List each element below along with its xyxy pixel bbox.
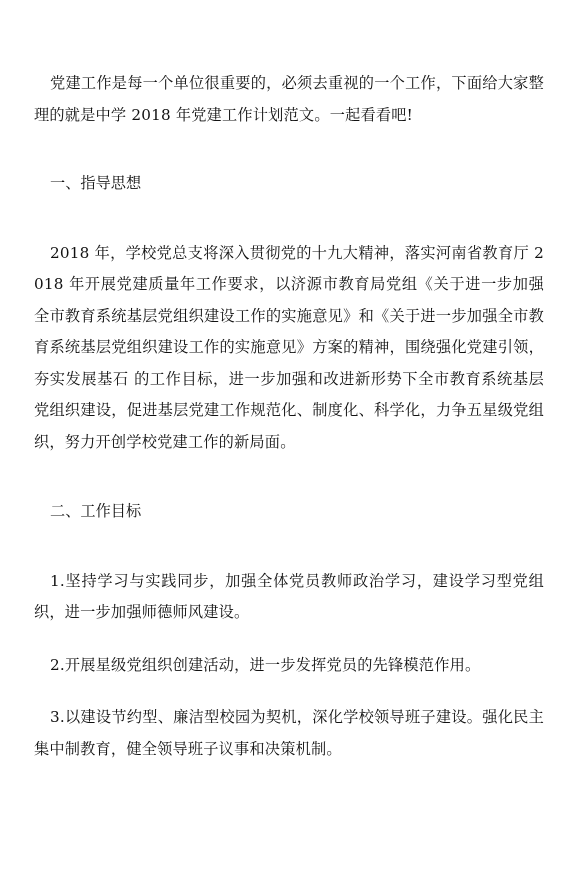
- document-page: [0, 68, 578, 886]
- guiding-ideology-paragraph: 2018 年，学校党总支将深入贯彻党的十九大精神，落实河南省教育厅 2018 年开展党建质量年工作要求，以济源市教育局党组《关于进一步加强全市教育系统基层党组织建设工作的实施意见》和《关于进一步加强全市教育系统基层党组织建设工作的实施意见》方案的精神，围绕强化党建引领，夯实发展基石 的工作目标，进一步加强和改进新形势下全市教育系统基层党组织建设，促进基层党建工作规范化、制度化、科学化，力争五星级党组织，努力开创学校党建工作的新局面。: [34, 243, 544, 451]
- work-goal-item-1: 1.坚持学习与实践同步，加强全体党员教师政治学习，建设学习型党组织，进一步加强师德师风建设。: [34, 571, 544, 621]
- section-heading-guiding-ideology: 一、指导思想: [50, 174, 142, 192]
- intro-paragraph: 党建工作是每一个单位很重要的，必须去重视的一个工作，下面给大家整理的就是中学 2018 年党建工作计划范文。一起看看吧!: [34, 74, 544, 124]
- work-goal-item-2: 2.开展星级党组织创建活动，进一步发挥党员的先锋模范作用。: [50, 655, 481, 674]
- work-goal-item-3: 3.以建设节约型、廉洁型校园为契机，深化学校领导班子建设。强化民主集中制教育，健全领导班子议事和决策机制。: [34, 708, 544, 758]
- section-heading-work-goals: 二、工作目标: [50, 502, 142, 520]
